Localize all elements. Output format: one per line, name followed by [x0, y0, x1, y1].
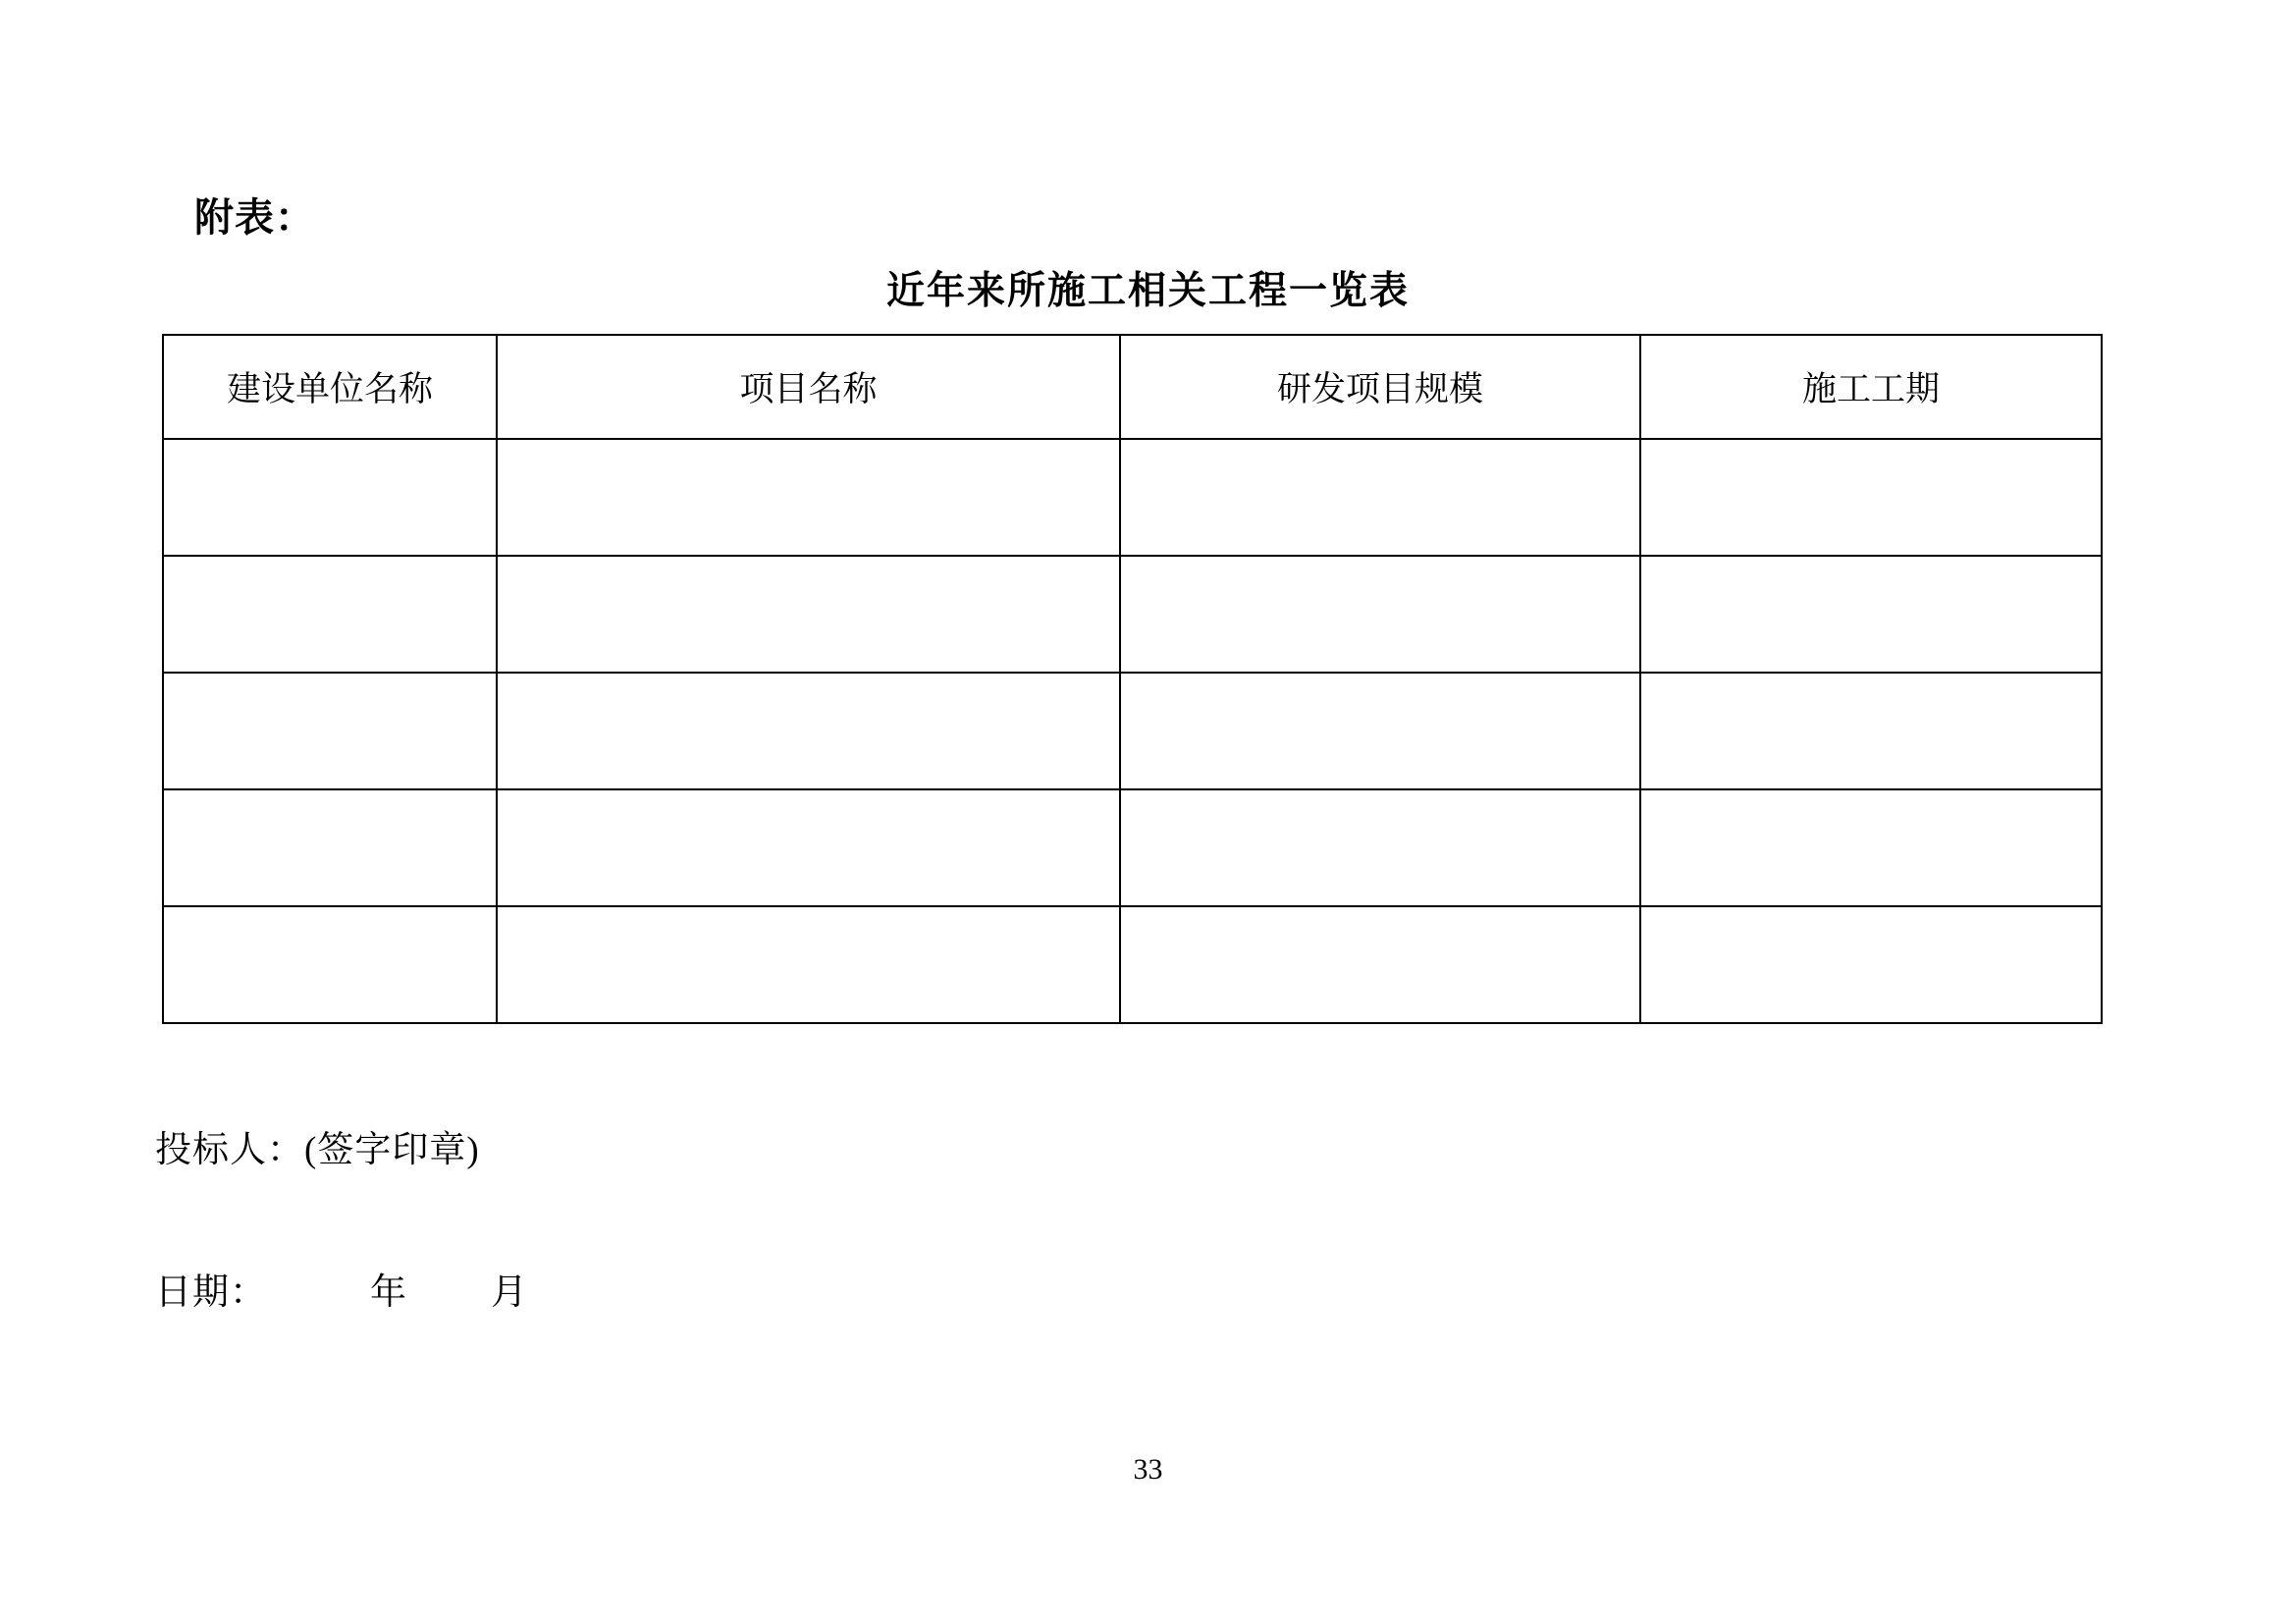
date-year-unit: 年 [370, 1272, 407, 1313]
table-row [163, 556, 2102, 673]
date-month-unit: 月 [491, 1272, 528, 1313]
signature-note: (签字印章) [304, 1130, 480, 1170]
table-row [163, 906, 2102, 1023]
table-cell[interactable] [1120, 789, 1640, 906]
page-number: 33 [1133, 1453, 1163, 1486]
table-cell[interactable] [497, 906, 1120, 1023]
table-cell[interactable] [1120, 906, 1640, 1023]
table-cell[interactable] [1640, 439, 2102, 556]
table-cell[interactable] [1640, 673, 2102, 789]
signature-label: 投标人： [155, 1130, 304, 1170]
table-cell[interactable] [1640, 556, 2102, 673]
table-cell[interactable] [163, 673, 497, 789]
table-cell[interactable] [497, 439, 1120, 556]
table-cell[interactable] [1640, 906, 2102, 1023]
table-row [163, 789, 2102, 906]
table-cell[interactable] [1120, 439, 1640, 556]
table-header-cell: 研发项目规模 [1120, 335, 1640, 439]
table-cell[interactable] [1120, 673, 1640, 789]
date-line [155, 1262, 528, 1315]
table-cell[interactable] [163, 789, 497, 906]
project-record-table [162, 334, 2103, 1024]
table-header-cell: 建设单位名称 [163, 335, 497, 439]
project-table-container [162, 334, 2101, 1024]
table-cell[interactable] [497, 673, 1120, 789]
table-cell[interactable] [497, 556, 1120, 673]
table-row [163, 673, 2102, 789]
attachment-label: 附表： [194, 196, 315, 240]
table-cell[interactable] [1120, 556, 1640, 673]
table-row [163, 439, 2102, 556]
table-cell[interactable] [163, 439, 497, 556]
page-title: 近年来所施工相关工程一览表 [885, 270, 1410, 312]
table-cell[interactable] [163, 556, 497, 673]
date-label: 日期： [155, 1272, 267, 1313]
table-cell[interactable] [497, 789, 1120, 906]
signature-line [155, 1119, 480, 1172]
table-header-cell: 施工工期 [1640, 335, 2102, 439]
table-cell[interactable] [163, 906, 497, 1023]
table-header-row [163, 335, 2102, 439]
table-header-cell: 项目名称 [497, 335, 1120, 439]
table-cell[interactable] [1640, 789, 2102, 906]
